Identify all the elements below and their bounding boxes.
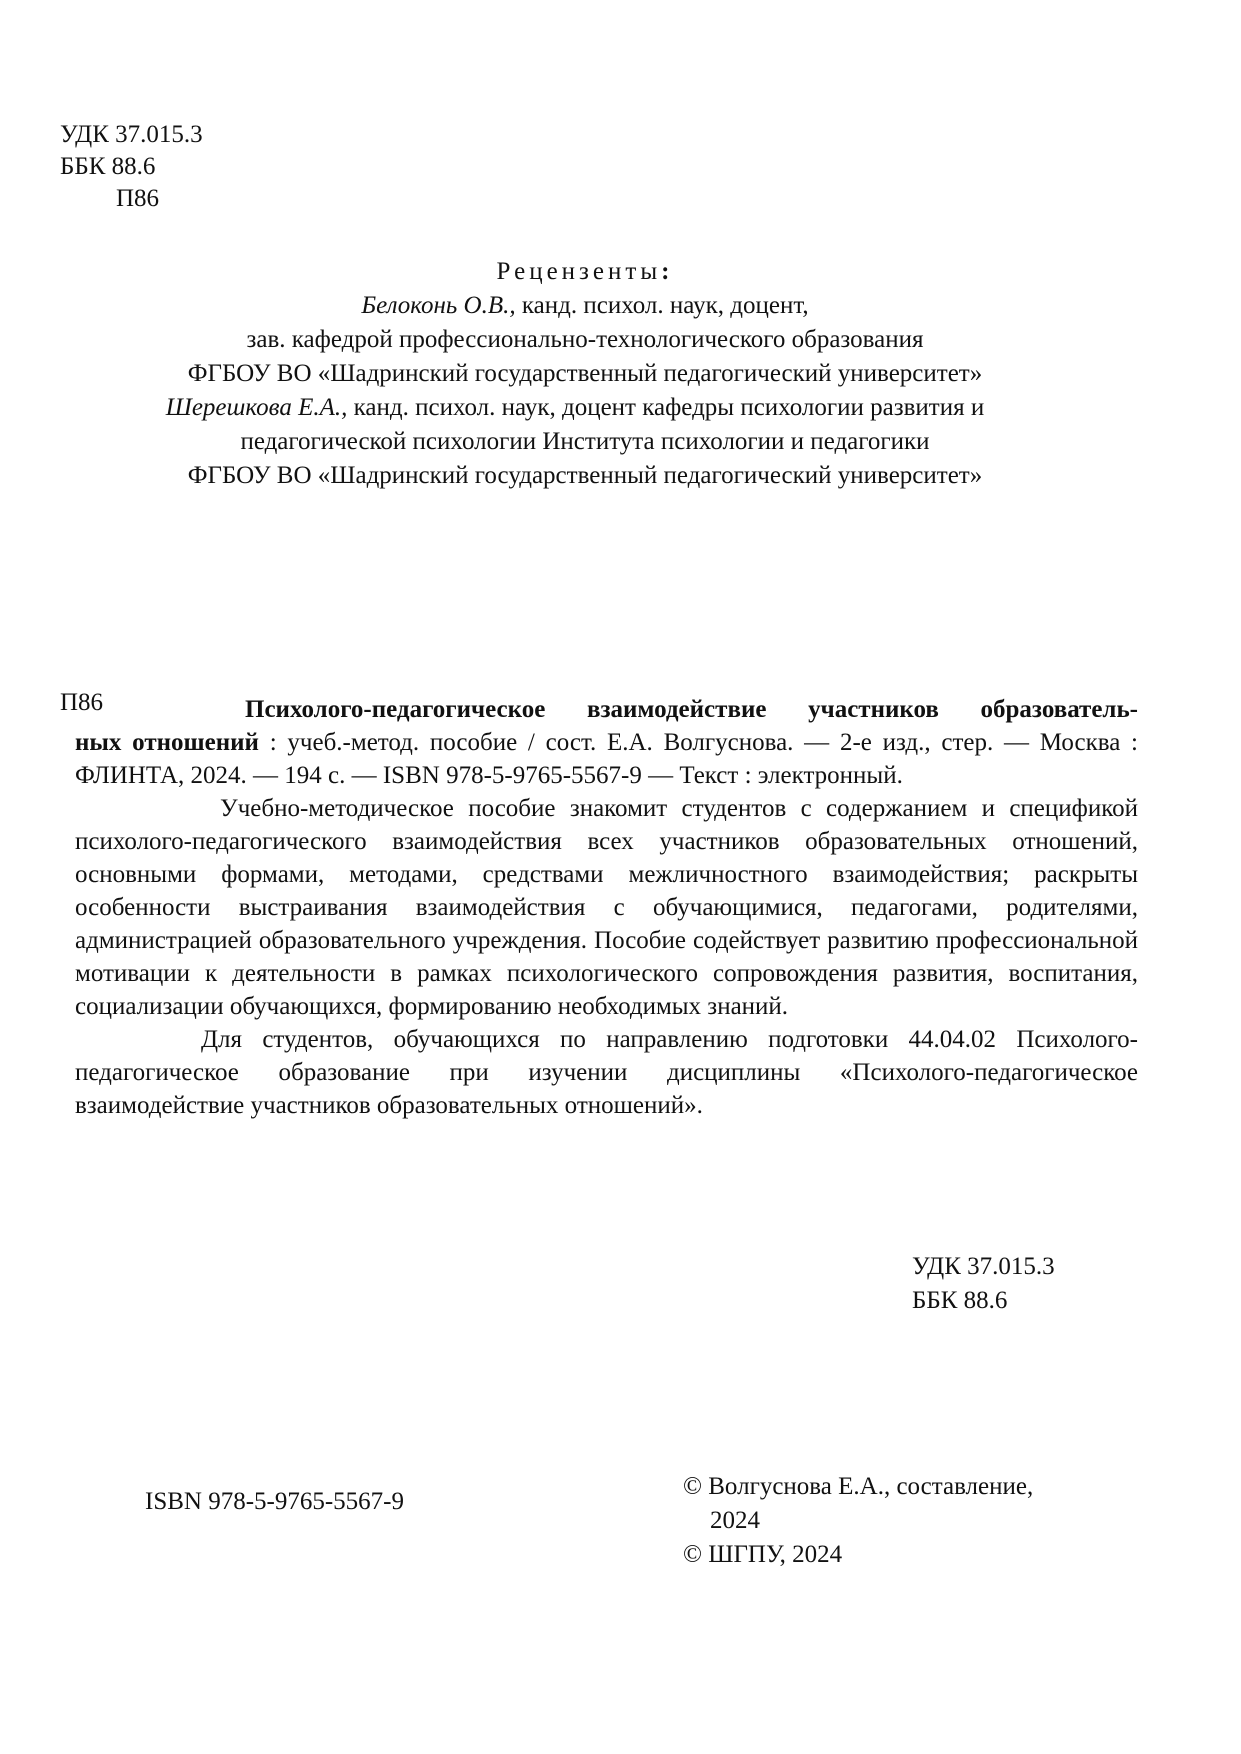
reviewer-1-line-3: ФГБОУ ВО «Шадринский государственный педагогический университет» [187,360,983,387]
bbk-code: ББК 88.6 [60,153,156,180]
udk-code-bottom: УДК 37.015.3 [912,1253,1055,1280]
bibliographic-record [75,693,1138,1122]
top-classification [60,118,203,218]
biblio-author-mark: П86 [60,689,104,716]
audience-note: Для студентов, обучающихся по направлению подготовки 44.04.02 Психолого-педагогическое образование при изучении дисциплины «Психолого-педагогическое взаимодействие участников образовательных отношений». [75,1026,1138,1119]
reviewer-2-name: Шерешкова Е.А., [165,394,348,421]
reviewer-1-degree: канд. психол. наук, доцент, [515,292,809,319]
reviewer-2-line-1 [40,391,1110,425]
copyright-university: © ШГПУ, 2024 [683,1541,843,1568]
isbn: ISBN 978-5-9765-5567-9 [145,1488,405,1515]
reviewers-heading [60,255,1110,289]
reviewer-1-line-1 [60,289,1110,323]
author-mark: П86 [116,185,160,212]
udk-code: УДК 37.015.3 [60,121,203,148]
copyright-compiler-year: 2024 [710,1507,760,1534]
copyright-block [683,1470,1033,1572]
reviewers-block [60,255,1110,493]
reviewer-2-line-2: педагогической психологии Института психологии и педагогики [240,428,930,455]
reviewers-heading-colon: : [661,258,674,285]
annotation: Учебно-методическое пособие знакомит студентов с содержанием и спецификой психолого-педагогического взаимодействия всех участников образовательных отношений, основными формами, методами, средствами межличностного взаимодействия; раскрыты особенности выстраивания взаимодействия с обучающимися, педагогами, родителями, администрацией образовательного учреждения. Пособие содействует развитию профессиональной мотивации к деятельности в рамках психологического сопровождения развития, воспитания, социализации обучающихся, формированию необходимых знаний. [75,795,1138,1020]
reviewers-heading-text: Рецензенты [496,258,662,285]
reviewer-1-line-2: зав. кафедрой профессионально-технологического образования [246,326,924,353]
reviewer-2-degree: канд. психол. наук, доцент кафедры психологии развития и [347,394,985,421]
copyright-compiler: © Волгуснова Е.А., составление, [683,1473,1034,1500]
record-title-part-2: ных отношений [75,729,259,756]
record-title-line [75,693,1138,726]
record-imprint: : учеб.-метод. пособие / сост. Е.А. Волгуснова. — 2-е изд., стер. — Москва : ФЛИНТА, 2024. — 194 с. — ISBN 978-5-9765-5567-9 — Текст : электронный. [75,729,1138,789]
record-details [75,726,1138,792]
bbk-code-bottom: ББК 88.6 [912,1287,1008,1314]
reviewer-2-line-3: ФГБОУ ВО «Шадринский государственный педагогический университет» [187,462,983,489]
bottom-classification [912,1250,1055,1318]
reviewer-1-name: Белоконь О.В., [361,292,516,319]
record-title-part-1: Психолого-педагогическое взаимодействие участников образователь- [245,696,1138,723]
